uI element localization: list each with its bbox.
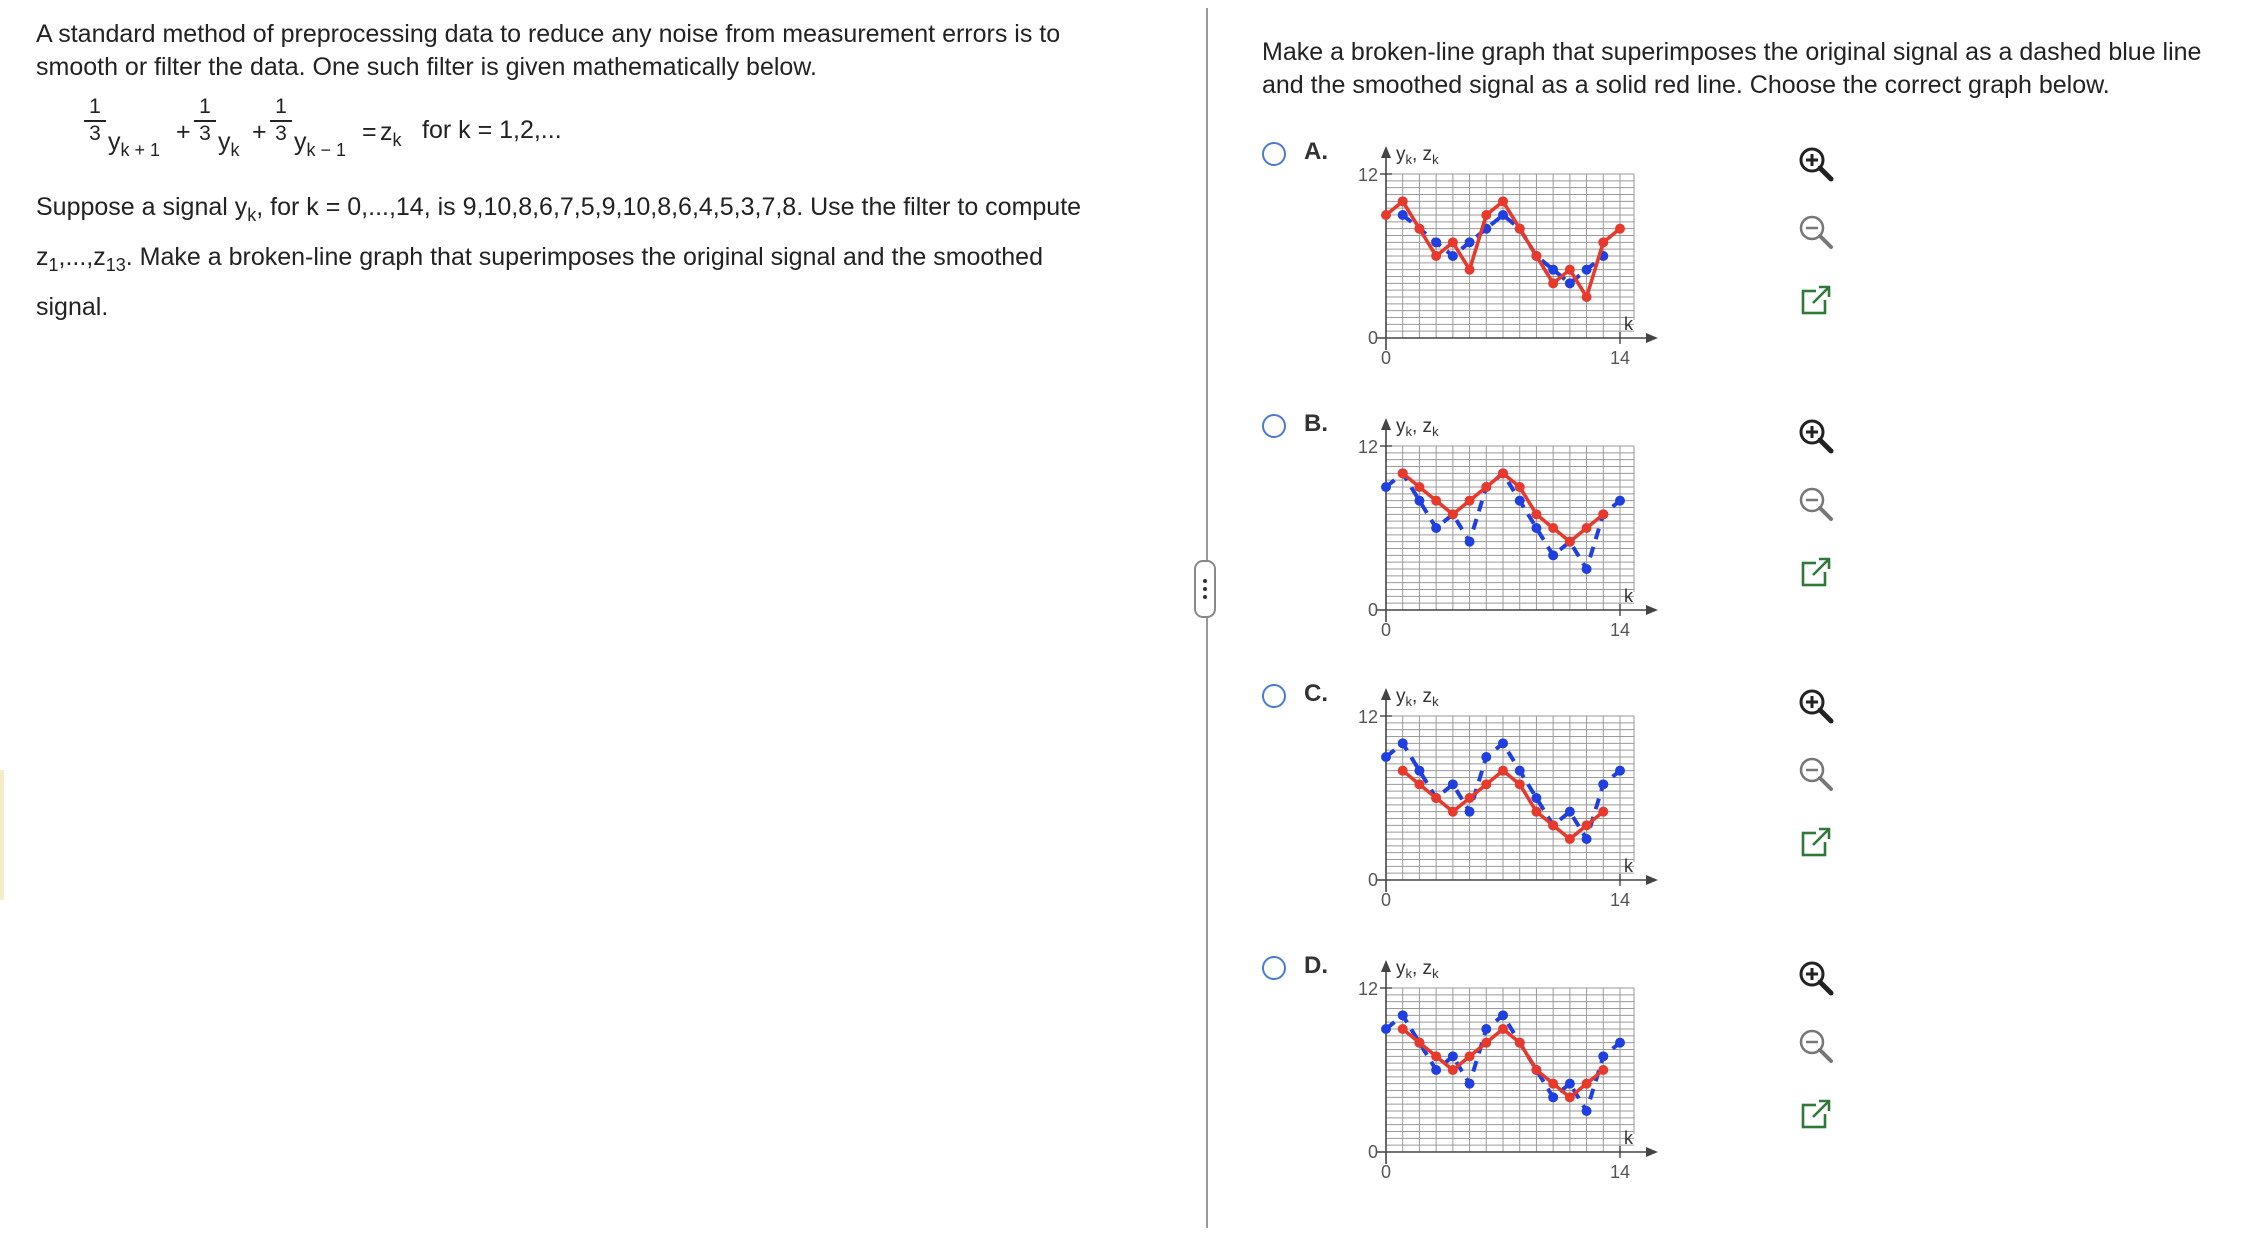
point-blue — [1431, 523, 1441, 533]
point-red — [1448, 237, 1458, 247]
point-red — [1414, 224, 1424, 234]
point-red — [1481, 210, 1491, 220]
y-axis-label: $y_k$, $z_k$ — [1396, 144, 1439, 167]
point-red — [1598, 509, 1608, 519]
y-tick-label-max: 12 — [1357, 979, 1378, 999]
point-red — [1498, 766, 1508, 776]
zoom-in-icon — [1796, 958, 1836, 1003]
zoom-in-icon — [1796, 686, 1836, 731]
point-red — [1548, 278, 1558, 288]
point-blue — [1448, 251, 1458, 261]
point-red — [1531, 251, 1541, 261]
point-blue — [1565, 807, 1575, 817]
y-tick-label-min: 0 — [1367, 870, 1378, 890]
point-red — [1431, 496, 1441, 506]
point-blue — [1615, 496, 1625, 506]
option-b-zoom-in-button[interactable] — [1792, 414, 1840, 462]
option-d-label[interactable]: D. — [1304, 952, 1328, 979]
point-blue — [1498, 1010, 1508, 1020]
zoom-out-icon — [1796, 1026, 1836, 1071]
zoom-out-icon — [1796, 484, 1836, 529]
point-blue — [1582, 1106, 1592, 1116]
point-red — [1465, 793, 1475, 803]
term-z-k: $z_k$ — [380, 118, 402, 150]
fraction-2: 1 3 — [194, 94, 216, 146]
point-red — [1498, 468, 1508, 478]
term-y-k: $y_k$ — [218, 128, 240, 160]
y-axis-arrow-icon — [1381, 146, 1391, 158]
y-axis-label: $y_k$, $z_k$ — [1396, 416, 1439, 439]
point-red — [1465, 496, 1475, 506]
point-red — [1548, 820, 1558, 830]
point-blue — [1582, 834, 1592, 844]
point-red — [1598, 237, 1608, 247]
filter-formula — [84, 94, 1186, 180]
y-tick-label-min: 0 — [1367, 600, 1378, 620]
point-blue — [1515, 766, 1525, 776]
option-a[interactable] — [1262, 136, 2242, 386]
point-blue — [1565, 1079, 1575, 1089]
for-k-text: for k = 1,2,... — [422, 116, 562, 144]
x-tick-label-max: 14 — [1609, 348, 1631, 368]
point-red — [1582, 292, 1592, 302]
option-b-graph — [1340, 408, 1670, 648]
point-red — [1548, 1079, 1558, 1089]
point-red — [1582, 820, 1592, 830]
option-b-radio[interactable] — [1262, 414, 1286, 438]
point-blue — [1414, 496, 1424, 506]
point-blue — [1398, 738, 1408, 748]
zoom-in-icon — [1796, 144, 1836, 189]
x-axis-label: k — [1624, 586, 1633, 606]
point-blue — [1548, 1092, 1558, 1102]
x-axis-arrow-icon — [1646, 605, 1658, 615]
point-red — [1465, 265, 1475, 275]
point-red — [1515, 224, 1525, 234]
option-c-zoom-in-button[interactable] — [1792, 684, 1840, 732]
x-axis-label: k — [1624, 1128, 1633, 1148]
option-b-pop-out-button[interactable] — [1792, 550, 1840, 598]
point-blue — [1465, 237, 1475, 247]
point-red — [1431, 251, 1441, 261]
option-b[interactable] — [1262, 408, 2242, 658]
y-axis-label: $y_k$, $z_k$ — [1396, 958, 1439, 981]
y-axis-arrow-icon — [1381, 688, 1391, 700]
point-red — [1448, 1065, 1458, 1075]
option-c-label[interactable]: C. — [1304, 680, 1328, 707]
option-d-graph — [1340, 950, 1670, 1190]
intro-line-1: A standard method of preprocessing data to reduce any noise from measurement errors is to — [36, 20, 1061, 48]
pop-out-icon — [1798, 1096, 1834, 1137]
plus-sign-1: + — [176, 118, 191, 146]
point-blue — [1548, 550, 1558, 560]
point-red — [1515, 779, 1525, 789]
x-tick-label-min: 0 — [1380, 1162, 1392, 1182]
option-d[interactable] — [1262, 950, 2242, 1200]
option-a-tools — [1792, 136, 1852, 376]
zoom-in-icon — [1796, 416, 1836, 461]
point-red — [1615, 224, 1625, 234]
term-y-k-minus-1: $y_{k - 1}$ — [294, 128, 347, 160]
option-b-zoom-out-button[interactable] — [1792, 482, 1840, 530]
x-axis-label: k — [1624, 314, 1633, 334]
point-red — [1465, 1051, 1475, 1061]
point-red — [1598, 807, 1608, 817]
point-red — [1414, 779, 1424, 789]
point-red — [1414, 1038, 1424, 1048]
x-tick-label-max: 14 — [1609, 620, 1631, 640]
x-tick-label-min: 0 — [1380, 348, 1392, 368]
option-a-radio[interactable] — [1262, 142, 1286, 166]
point-blue — [1448, 1051, 1458, 1061]
point-blue — [1465, 1079, 1475, 1089]
option-a-pop-out-button[interactable] — [1792, 278, 1840, 326]
point-red — [1498, 1024, 1508, 1034]
panel-divider — [1206, 8, 1208, 1228]
point-red — [1531, 1065, 1541, 1075]
point-red — [1481, 1038, 1491, 1048]
option-a-graph — [1340, 136, 1670, 376]
point-red — [1531, 509, 1541, 519]
y-tick-label-max: 12 — [1357, 437, 1378, 457]
option-c-radio[interactable] — [1262, 684, 1286, 708]
panel-resize-handle[interactable] — [1194, 560, 1216, 618]
y-axis-arrow-icon — [1381, 960, 1391, 972]
point-red — [1531, 807, 1541, 817]
left-edge-accent — [0, 770, 4, 900]
point-blue — [1531, 793, 1541, 803]
option-c-pop-out-button[interactable] — [1792, 820, 1840, 868]
point-blue — [1398, 1010, 1408, 1020]
point-blue — [1615, 1038, 1625, 1048]
point-blue — [1431, 1065, 1441, 1075]
point-red — [1598, 1065, 1608, 1075]
option-c[interactable] — [1262, 678, 2242, 928]
option-a-zoom-in-button[interactable] — [1792, 142, 1840, 190]
pop-out-icon — [1798, 824, 1834, 865]
point-red — [1565, 265, 1575, 275]
term-y-k-plus-1: $y_{k + 1}$ — [108, 128, 161, 160]
y-tick-label-max: 12 — [1357, 707, 1378, 727]
y-tick-label-max: 12 — [1357, 165, 1378, 185]
answer-prompt — [1262, 36, 2252, 102]
option-c-tools — [1792, 678, 1852, 918]
point-blue — [1498, 738, 1508, 748]
x-tick-label-max: 14 — [1609, 890, 1631, 910]
point-blue — [1615, 766, 1625, 776]
point-red — [1481, 482, 1491, 492]
option-a-zoom-out-button[interactable] — [1792, 210, 1840, 258]
point-red — [1398, 196, 1408, 206]
point-blue — [1548, 265, 1558, 275]
point-red — [1448, 509, 1458, 519]
point-red — [1515, 482, 1525, 492]
point-blue — [1431, 237, 1441, 247]
option-d-zoom-in-button[interactable] — [1792, 956, 1840, 1004]
point-blue — [1465, 807, 1475, 817]
x-axis-label: k — [1624, 856, 1633, 876]
fraction-3: 1 3 — [270, 94, 292, 146]
intro-line-2: smooth or filter the data. One such filter is given mathematically below. — [36, 53, 817, 81]
x-tick-label-min: 0 — [1380, 620, 1392, 640]
option-b-tools — [1792, 408, 1852, 648]
point-red — [1398, 468, 1408, 478]
point-red — [1448, 807, 1458, 817]
point-red — [1548, 523, 1558, 533]
point-blue — [1448, 779, 1458, 789]
plus-sign-2: + — [252, 118, 267, 146]
point-red — [1582, 523, 1592, 533]
option-c-graph — [1340, 678, 1670, 918]
pop-out-icon — [1798, 554, 1834, 595]
point-blue — [1515, 496, 1525, 506]
y-tick-label-min: 0 — [1367, 1142, 1378, 1162]
x-tick-label-min: 0 — [1380, 890, 1392, 910]
point-red — [1565, 537, 1575, 547]
equals-sign: = — [362, 118, 377, 146]
point-blue — [1465, 537, 1475, 547]
point-blue — [1598, 1051, 1608, 1061]
point-red — [1431, 793, 1441, 803]
point-blue — [1531, 523, 1541, 533]
y-axis-arrow-icon — [1381, 418, 1391, 430]
question-panel — [36, 18, 1186, 328]
prompt-line-1: Make a broken-line graph that superimposes the original signal as a dashed blue line — [1262, 38, 2202, 66]
pop-out-icon — [1798, 282, 1834, 323]
option-d-zoom-out-button[interactable] — [1792, 1024, 1840, 1072]
option-d-radio[interactable] — [1262, 956, 1286, 980]
point-blue — [1381, 752, 1391, 762]
y-axis-label: $y_k$, $z_k$ — [1396, 686, 1439, 709]
option-b-label[interactable]: B. — [1304, 410, 1328, 437]
signal-description: Suppose a signal $y_k$, for k = 0,...,14, is 9,10,8,6,7,5,9,10,8,6,4,5,3,7,8. Use the filter to compute $z_1,...,z_{13}$. Make a broken-line graph that superimposes the original signal and the smoothed signal. — [36, 193, 1082, 321]
x-tick-label-max: 14 — [1609, 1162, 1631, 1182]
point-blue — [1582, 265, 1592, 275]
point-blue — [1481, 752, 1491, 762]
point-red — [1582, 1079, 1592, 1089]
zoom-out-icon — [1796, 212, 1836, 257]
prompt-line-2: and the smoothed signal as a solid red line. Choose the correct graph below. — [1262, 71, 2110, 99]
option-c-zoom-out-button[interactable] — [1792, 752, 1840, 800]
point-blue — [1481, 1024, 1491, 1034]
point-blue — [1381, 1024, 1391, 1034]
point-blue — [1565, 278, 1575, 288]
point-red — [1565, 834, 1575, 844]
fraction-1: 1 3 — [84, 94, 106, 146]
x-axis-arrow-icon — [1646, 1147, 1658, 1157]
point-red — [1481, 779, 1491, 789]
option-a-label[interactable]: A. — [1304, 138, 1328, 165]
option-d-pop-out-button[interactable] — [1792, 1092, 1840, 1140]
zoom-out-icon — [1796, 754, 1836, 799]
point-blue — [1414, 766, 1424, 776]
x-axis-arrow-icon — [1646, 875, 1658, 885]
point-red — [1381, 210, 1391, 220]
point-red — [1398, 1024, 1408, 1034]
x-axis-arrow-icon — [1646, 333, 1658, 343]
point-red — [1398, 766, 1408, 776]
y-tick-label-min: 0 — [1367, 328, 1378, 348]
option-d-tools — [1792, 950, 1852, 1190]
point-blue — [1498, 210, 1508, 220]
point-blue — [1582, 564, 1592, 574]
point-red — [1565, 1092, 1575, 1102]
point-blue — [1381, 482, 1391, 492]
point-blue — [1398, 210, 1408, 220]
point-blue — [1598, 779, 1608, 789]
point-red — [1414, 482, 1424, 492]
point-red — [1431, 1051, 1441, 1061]
point-red — [1498, 196, 1508, 206]
point-red — [1515, 1038, 1525, 1048]
